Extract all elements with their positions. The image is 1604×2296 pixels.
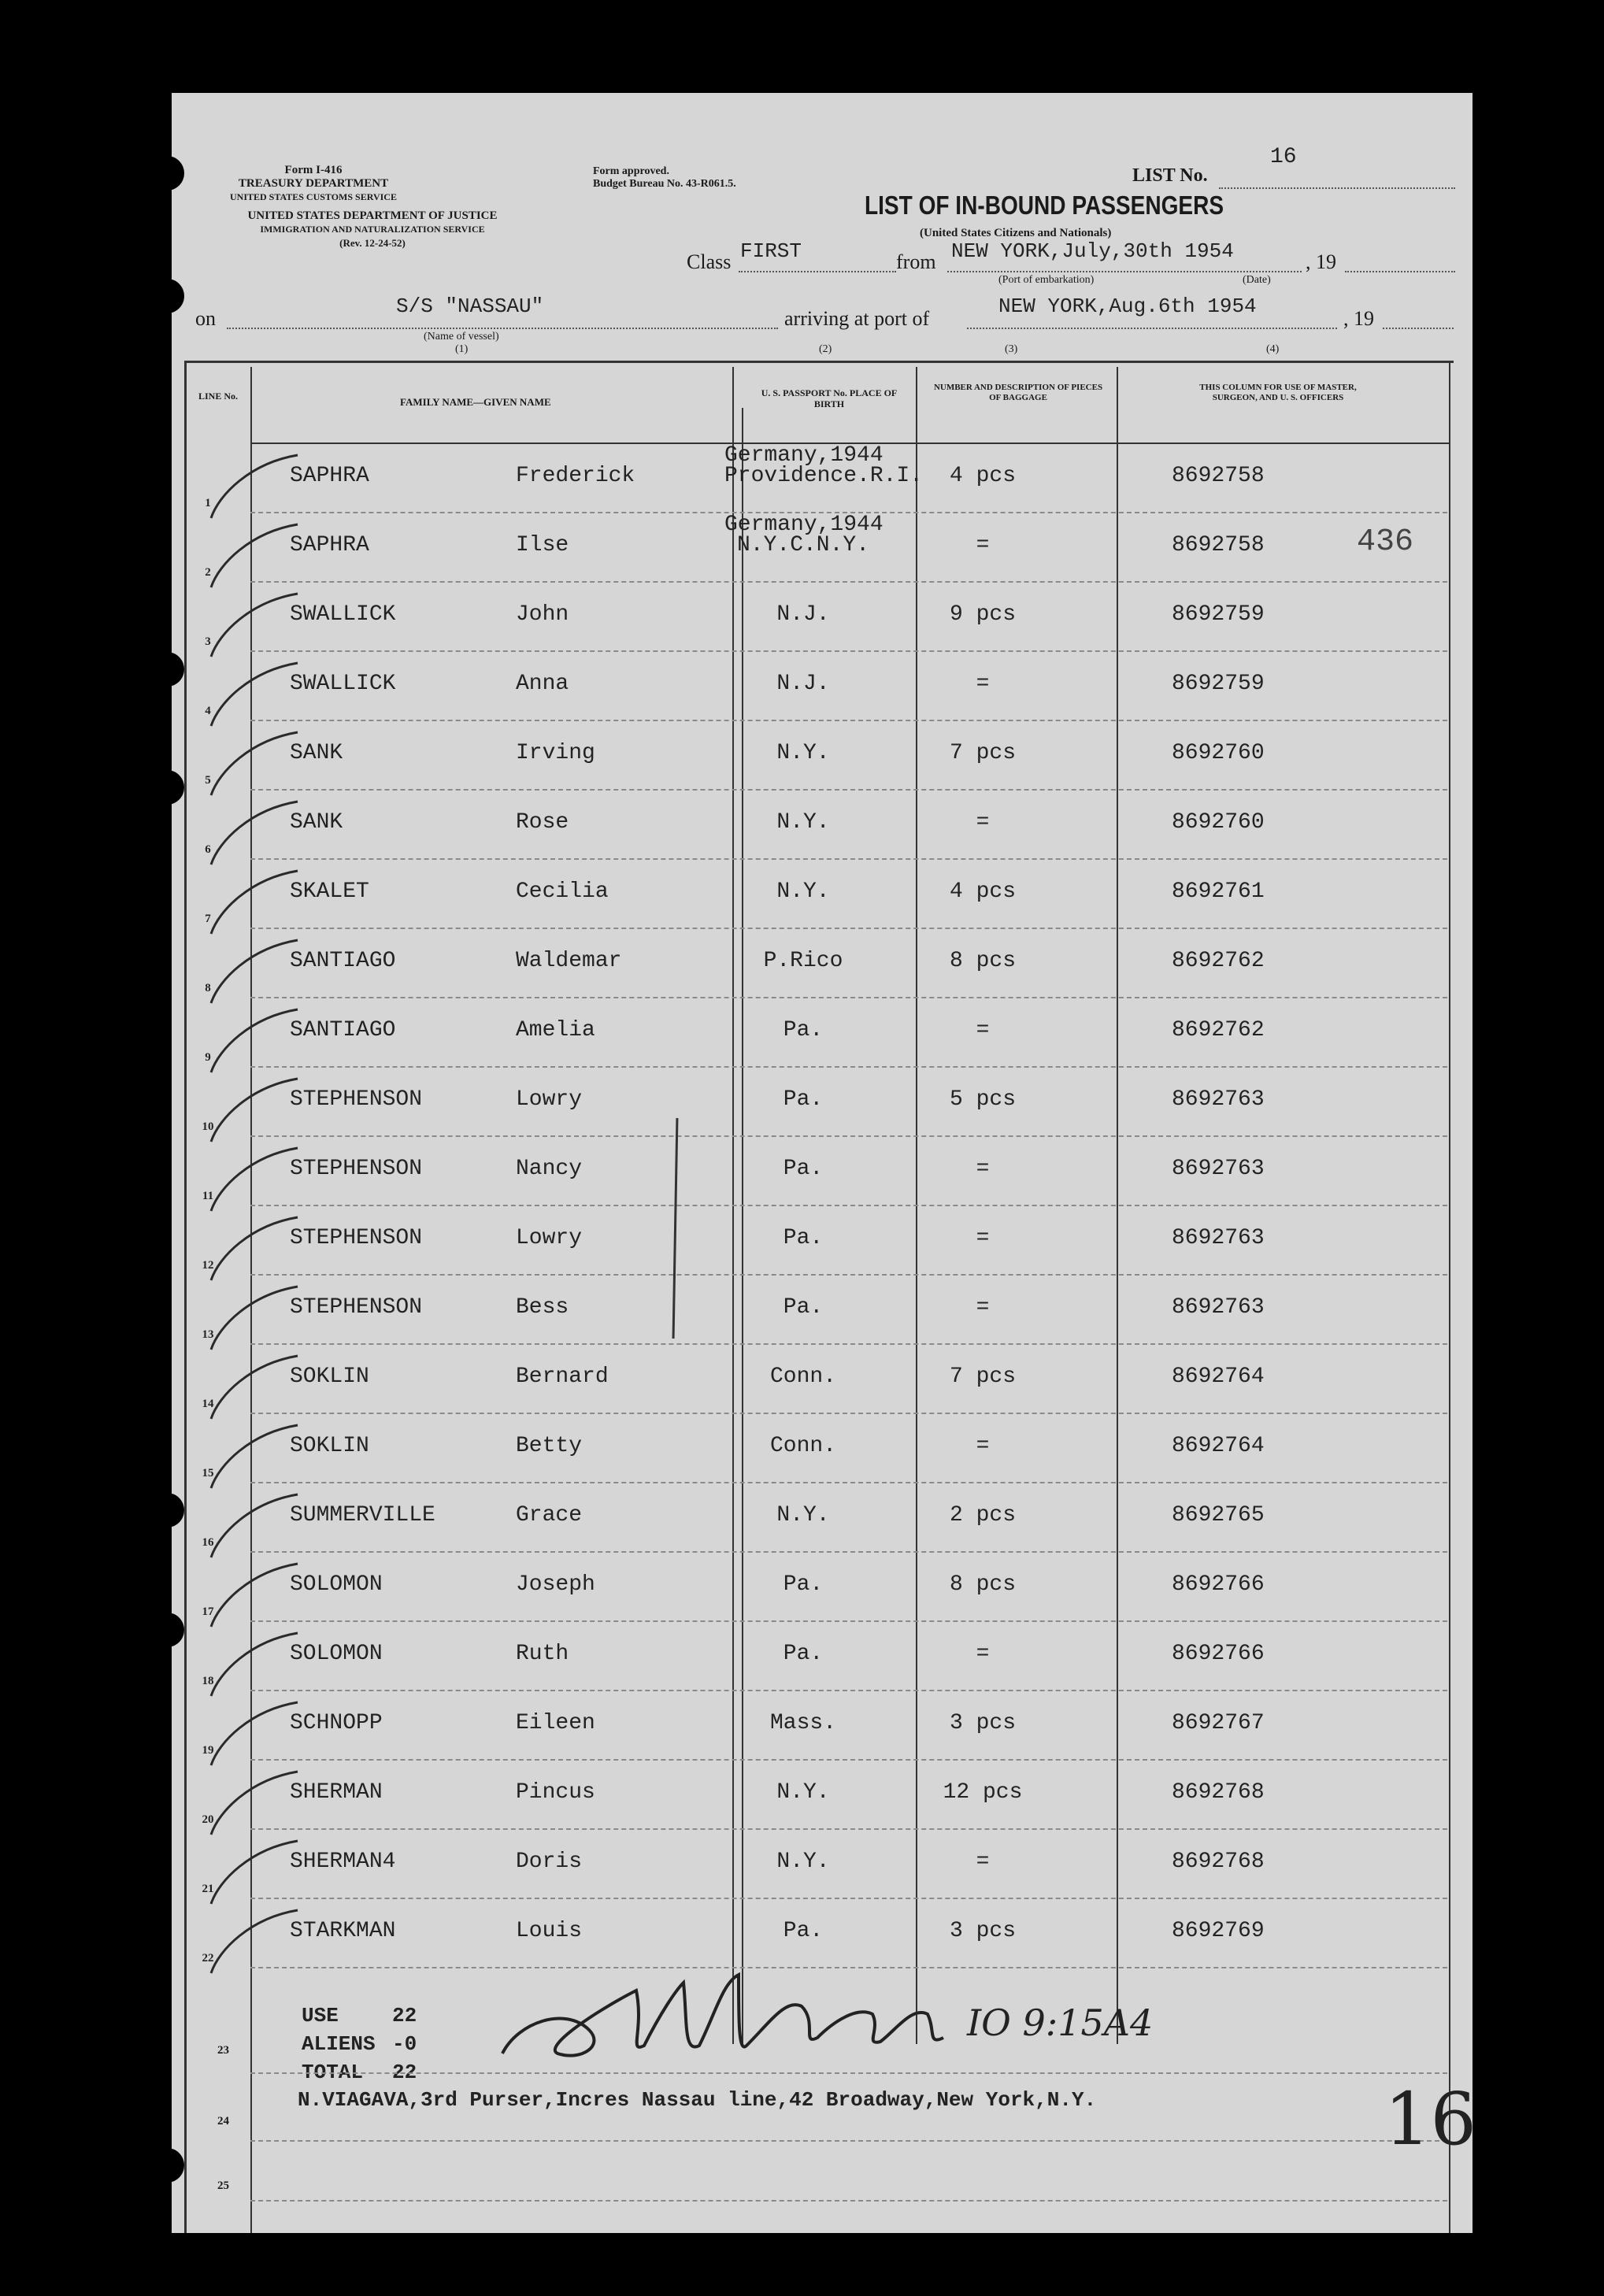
- baggage-count: =: [976, 1226, 990, 1250]
- given-name: Lowry: [516, 1087, 583, 1112]
- family-name: SUMMERVILLE: [290, 1503, 435, 1528]
- from-value: NEW YORK,July,30th 1954: [951, 239, 1234, 263]
- ins-service: IMMIGRATION AND NATURALIZATION SERVICE: [260, 224, 485, 235]
- line-number: 12: [202, 1259, 214, 1272]
- family-name: SOKLIN: [290, 1434, 369, 1458]
- given-name: Anna: [516, 672, 569, 696]
- place-of-birth: N.J.: [776, 672, 830, 696]
- given-name: Louis: [516, 1919, 583, 1943]
- checkmark-layer: [172, 93, 1472, 2233]
- given-name: John: [516, 602, 569, 627]
- margin-note: 436: [1357, 524, 1414, 560]
- place-of-birth: Pa.: [783, 1157, 824, 1181]
- line-number: 8: [205, 982, 211, 994]
- port-caption: (Port of embarkation): [998, 274, 1095, 286]
- line-number: 20: [202, 1813, 214, 1826]
- family-name: STEPHENSON: [290, 1157, 423, 1181]
- line-number: 4: [205, 705, 211, 717]
- caption-1: (1): [455, 343, 469, 355]
- officer-entry: 8692758: [1172, 464, 1265, 488]
- use-row: [302, 2002, 417, 2030]
- inspector-note: IO 9:15A4: [967, 2002, 1154, 2044]
- class-label: Class: [687, 250, 732, 273]
- list-number: 16: [1270, 145, 1297, 169]
- page-mark: 16: [1384, 2077, 1477, 2161]
- given-name: Ruth: [516, 1642, 569, 1666]
- baggage-count: 8 pcs: [949, 1572, 1016, 1597]
- rule-23: [250, 2072, 1447, 2074]
- officer-entry: 8692769: [1172, 1919, 1265, 1943]
- checkmark: [211, 1217, 298, 1280]
- place-of-birth: Providence.R.I.: [724, 464, 924, 488]
- baggage-count: =: [976, 1434, 990, 1458]
- class-value: FIRST: [740, 239, 802, 263]
- checkmark: [211, 1910, 298, 1973]
- officer-entry: 8692767: [1172, 1711, 1265, 1735]
- line-number: 7: [205, 913, 211, 925]
- caption-3: (3): [1005, 343, 1018, 355]
- family-name: SOLOMON: [290, 1572, 383, 1597]
- family-name: SANK: [290, 810, 343, 835]
- line-number: 10: [202, 1120, 214, 1133]
- baggage-count: 3 pcs: [949, 1711, 1016, 1735]
- baggage-count: 2 pcs: [949, 1503, 1016, 1528]
- given-name: Pincus: [516, 1780, 595, 1805]
- checkmark: [211, 1841, 298, 1904]
- checkmark: [211, 1702, 298, 1765]
- given-name: Rose: [516, 810, 569, 835]
- rule-25: [250, 2200, 1447, 2202]
- checkmark: [211, 1148, 298, 1211]
- family-name: SANTIAGO: [290, 1018, 396, 1042]
- family-name: STEPHENSON: [290, 1226, 423, 1250]
- line-number: 2: [205, 566, 211, 579]
- officer-entry: 8692760: [1172, 810, 1265, 835]
- officer-entry: 8692764: [1172, 1365, 1265, 1389]
- line-number: 18: [202, 1675, 214, 1687]
- baggage-count: 5 pcs: [949, 1087, 1016, 1112]
- line-number: 17: [202, 1605, 214, 1618]
- baggage-count: 9 pcs: [949, 602, 1016, 627]
- given-name: Joseph: [516, 1572, 595, 1597]
- officer-entry: 8692759: [1172, 672, 1265, 696]
- baggage-count: =: [976, 1157, 990, 1181]
- family-name: SWALLICK: [290, 672, 396, 696]
- form-sheet: [172, 93, 1477, 2233]
- place-of-birth: Pa.: [783, 1919, 824, 1943]
- col-officers: THIS COLUMN FOR USE OF MASTER, SURGEON, AND U. S. OFFICERS: [1199, 383, 1357, 402]
- total-value: 22: [392, 2061, 417, 2084]
- col-baggage: NUMBER AND DESCRIPTION OF PIECES OF BAGGAGE: [933, 383, 1103, 402]
- place-of-birth: Pa.: [783, 1087, 824, 1112]
- given-name: Irving: [516, 741, 595, 765]
- family-name: SANK: [290, 741, 343, 765]
- family-name: SHERMAN: [290, 1780, 383, 1805]
- checkmark: [211, 871, 298, 934]
- officer-entry: 8692759: [1172, 602, 1265, 627]
- family-name: SOLOMON: [290, 1642, 383, 1666]
- place-of-birth: Pa.: [783, 1018, 824, 1042]
- checkmark: [211, 1079, 298, 1142]
- place-of-birth: N.Y.: [776, 741, 830, 765]
- baggage-count: 4 pcs: [949, 880, 1016, 904]
- budget-bureau: Budget Bureau No. 43-R061.5.: [593, 178, 736, 190]
- given-name: Lowry: [516, 1226, 583, 1250]
- place-of-birth: N.Y.: [776, 810, 830, 835]
- place-of-birth: Conn.: [769, 1365, 836, 1389]
- line-number: 15: [202, 1467, 214, 1479]
- aliens-label: ALIENS: [302, 2032, 376, 2056]
- line-number: 13: [202, 1328, 214, 1341]
- list-label: LIST No.: [1132, 165, 1208, 186]
- family-name: STARKMAN: [290, 1919, 396, 1943]
- line-number: 9: [205, 1051, 211, 1064]
- place-of-birth: N.Y.: [776, 1850, 830, 1874]
- given-name: Doris: [516, 1850, 583, 1874]
- line-number: 1: [205, 497, 211, 509]
- purser-line: N.VIAGAVA,3rd Purser,Incres Nassau line,42 Broadway,New York,N.Y.: [298, 2088, 1097, 2112]
- checkmark: [211, 1494, 298, 1557]
- family-name: SWALLICK: [290, 602, 396, 627]
- given-name: Betty: [516, 1434, 583, 1458]
- baggage-count: =: [976, 1295, 990, 1320]
- aliens-row: [302, 2030, 417, 2058]
- justice-dept: UNITED STATES DEPARTMENT OF JUSTICE: [247, 209, 498, 222]
- arriving-label: arriving at port of: [784, 307, 930, 330]
- officer-entry: 8692763: [1172, 1295, 1265, 1320]
- baggage-count: 4 pcs: [949, 464, 1016, 488]
- rule-24: [250, 2140, 1447, 2142]
- passport-entry: Germany,1944: [724, 513, 883, 537]
- officer-entry: 8692763: [1172, 1087, 1265, 1112]
- checkmark: [211, 1287, 298, 1350]
- place-of-birth: P.Rico: [763, 949, 843, 973]
- officer-entry: 8692762: [1172, 949, 1265, 973]
- family-name: SCHNOPP: [290, 1711, 383, 1735]
- given-name: Bess: [516, 1295, 569, 1320]
- line-23: 23: [217, 2044, 229, 2057]
- baggage-count: =: [976, 672, 990, 696]
- form-title: LIST OF IN-BOUND PASSENGERS: [865, 191, 1224, 220]
- customs-service: UNITED STATES CUSTOMS SERVICE: [230, 191, 397, 202]
- col-name: FAMILY NAME—GIVEN NAME: [400, 396, 551, 408]
- officer-entry: 8692766: [1172, 1642, 1265, 1666]
- from-label: from: [896, 250, 936, 273]
- family-name: STEPHENSON: [290, 1087, 423, 1112]
- aliens-value: -0: [392, 2032, 417, 2056]
- checkmark: [211, 1633, 298, 1696]
- officer-entry: 8692761: [1172, 880, 1265, 904]
- checkmark: [211, 1425, 298, 1488]
- date-caption: (Date): [1243, 274, 1271, 286]
- use-label: USE: [302, 2004, 339, 2028]
- line-number: 11: [202, 1190, 214, 1202]
- caption-4: (4): [1266, 343, 1280, 355]
- family-name: STEPHENSON: [290, 1295, 423, 1320]
- line-number: 19: [202, 1744, 214, 1757]
- vessel-name: S/S "NASSAU": [396, 294, 544, 318]
- baggage-count: 12 pcs: [943, 1780, 1023, 1805]
- family-name: SHERMAN4: [290, 1850, 396, 1874]
- officer-entry: 8692768: [1172, 1850, 1265, 1874]
- line-number: 16: [202, 1536, 214, 1549]
- place-of-birth: N.Y.: [776, 1503, 830, 1528]
- line-number: 5: [205, 774, 211, 787]
- officer-entry: 8692763: [1172, 1226, 1265, 1250]
- given-name: Bernard: [516, 1365, 609, 1389]
- col-passport: U. S. PASSPORT No. PLACE OF BIRTH: [761, 387, 898, 409]
- line-number: 6: [205, 843, 211, 856]
- arriving-year: , 19: [1343, 307, 1374, 330]
- baggage-count: 7 pcs: [949, 741, 1016, 765]
- checkmark: [211, 1009, 298, 1072]
- checkmark: [211, 1772, 298, 1835]
- line-24: 24: [217, 2115, 229, 2128]
- officer-entry: 8692766: [1172, 1572, 1265, 1597]
- given-name: Nancy: [516, 1157, 583, 1181]
- place-of-birth: N.Y.: [776, 880, 830, 904]
- baggage-count: 7 pcs: [949, 1365, 1016, 1389]
- checkmark: [211, 455, 298, 518]
- baggage-count: =: [976, 1018, 990, 1042]
- form-approved: Form approved.: [593, 165, 669, 177]
- line-number: 3: [205, 635, 211, 648]
- checkmark: [211, 1564, 298, 1627]
- form-subtitle: (United States Citizens and Nationals): [920, 227, 1112, 239]
- place-of-birth: Pa.: [783, 1642, 824, 1666]
- given-name: Amelia: [516, 1018, 595, 1042]
- line-25: 25: [217, 2179, 229, 2192]
- family-name: SAPHRA: [290, 464, 369, 488]
- col-line-no: LINE No.: [198, 391, 238, 402]
- baggage-count: =: [976, 810, 990, 835]
- officer-entry: 8692765: [1172, 1503, 1265, 1528]
- checkmark: [211, 732, 298, 795]
- given-name: Cecilia: [516, 880, 609, 904]
- given-name: Frederick: [516, 464, 635, 488]
- place-of-birth: Pa.: [783, 1572, 824, 1597]
- place-of-birth: Pa.: [783, 1226, 824, 1250]
- checkmark: [211, 663, 298, 726]
- family-name: SAPHRA: [290, 533, 369, 557]
- place-of-birth: N.J.: [776, 602, 830, 627]
- place-of-birth: Pa.: [783, 1295, 824, 1320]
- baggage-count: =: [976, 1642, 990, 1666]
- place-of-birth: N.Y.C.N.Y.: [736, 533, 870, 557]
- officer-entry: 8692760: [1172, 741, 1265, 765]
- officer-entry: 8692768: [1172, 1780, 1265, 1805]
- place-of-birth: Conn.: [769, 1434, 836, 1458]
- baggage-count: 3 pcs: [949, 1919, 1016, 1943]
- vessel-caption: (Name of vessel): [424, 331, 499, 343]
- baggage-count: =: [976, 533, 990, 557]
- caption-2: (2): [819, 343, 832, 355]
- baggage-count: =: [976, 1850, 990, 1874]
- given-name: Ilse: [516, 533, 569, 557]
- baggage-count: 8 pcs: [949, 949, 1016, 973]
- place-of-birth: N.Y.: [776, 1780, 830, 1805]
- on-label: on: [195, 307, 216, 330]
- treasury-dept: TREASURY DEPARTMENT: [238, 177, 389, 190]
- line-number: 21: [202, 1883, 214, 1895]
- place-of-birth: Mass.: [769, 1711, 836, 1735]
- officer-entry: 8692762: [1172, 1018, 1265, 1042]
- officer-entry: 8692764: [1172, 1434, 1265, 1458]
- form-number: Form I-416: [284, 164, 343, 176]
- from-year: , 19: [1306, 250, 1336, 273]
- checkmark: [211, 802, 298, 865]
- checkmark: [211, 594, 298, 657]
- use-value: 22: [392, 2004, 417, 2028]
- given-name: Grace: [516, 1503, 583, 1528]
- line-number: 22: [202, 1952, 214, 1965]
- given-name: Waldemar: [516, 949, 622, 973]
- revision: (Rev. 12-24-52): [339, 237, 406, 249]
- officer-entry: 8692758: [1172, 533, 1265, 557]
- checkmark: [211, 1356, 298, 1419]
- arriving-value: NEW YORK,Aug.6th 1954: [998, 294, 1257, 318]
- passport-entry: Germany,1944: [724, 443, 883, 468]
- checkmark: [211, 524, 298, 587]
- inspector-signature: [487, 1959, 1038, 2077]
- given-name: Eileen: [516, 1711, 595, 1735]
- checkmark: [211, 940, 298, 1003]
- officer-entry: 8692763: [1172, 1157, 1265, 1181]
- family-name: SKALET: [290, 880, 369, 904]
- family-name: SANTIAGO: [290, 949, 396, 973]
- total-label: TOTAL: [302, 2061, 364, 2084]
- line-number: 14: [202, 1398, 214, 1410]
- family-name: SOKLIN: [290, 1365, 369, 1389]
